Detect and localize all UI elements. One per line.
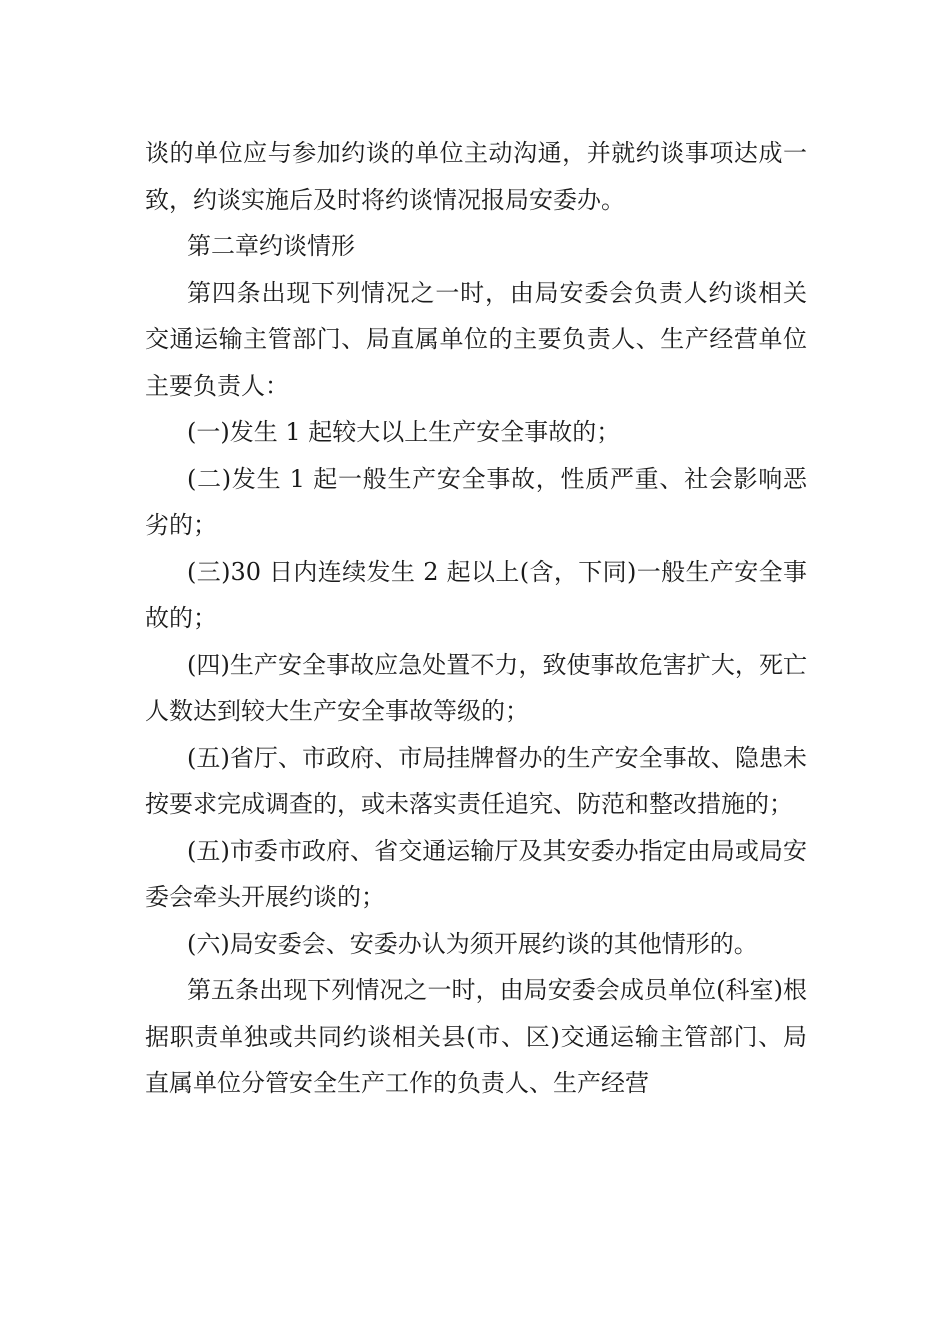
paragraph-continuation: 谈的单位应与参加约谈的单位主动沟通，并就约谈事项达成一致，约谈实施后及时将约谈情况报局安委办。 bbox=[145, 139, 807, 214]
document-body bbox=[145, 130, 807, 1107]
list-item: (三)30 日内连续发生 2 起以上(含，下同)一般生产安全事故的； bbox=[145, 557, 807, 632]
list-item: (一)发生 1 起较大以上生产安全事故的； bbox=[187, 418, 621, 446]
list-item: (六)局安委会、安委办认为须开展约谈的其他情形的。 bbox=[187, 929, 758, 958]
article-five: 第五条出现下列情况之一时，由局安委会成员单位(科室)根据职责单独或共同约谈相关县(市、区)交通运输主管部门、局直属单位分管安全生产工作的负责人、生产经营 bbox=[145, 976, 807, 1097]
list-item: (五)市委市政府、省交通运输厅及其安委办指定由局或局安委会牵头开展约谈的； bbox=[145, 836, 807, 911]
list-item: (二)发生 1 起一般生产安全事故，性质严重、社会影响恶劣的； bbox=[145, 464, 807, 539]
article-four: 第四条出现下列情况之一时，由局安委会负责人约谈相关交通运输主管部门、局直属单位的主要负责人、生产经营单位主要负责人： bbox=[145, 278, 807, 400]
list-item: (四)生产安全事故应急处置不力，致使事故危害扩大，死亡人数达到较大生产安全事故等级的； bbox=[145, 650, 807, 725]
list-item: (五)省厅、市政府、市局挂牌督办的生产安全事故、隐患未按要求完成调查的，或未落实责任追究、防范和整改措施的； bbox=[145, 743, 807, 818]
chapter-heading: 第二章约谈情形 bbox=[187, 232, 355, 260]
